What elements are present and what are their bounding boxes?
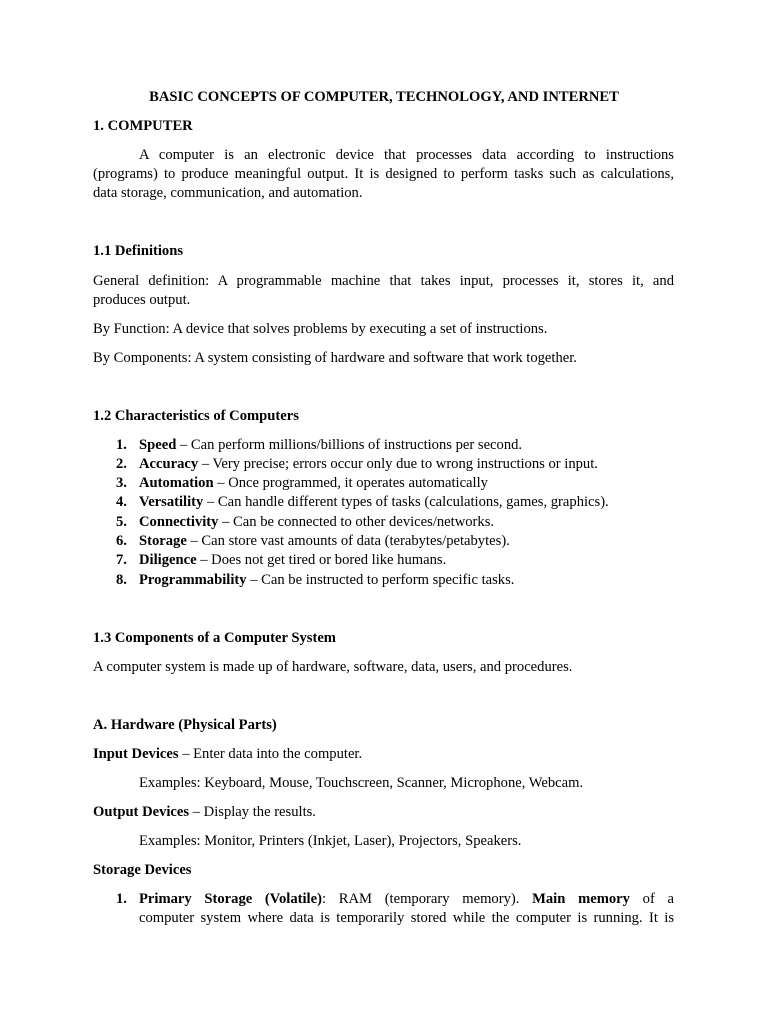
intro-paragraph-line: (programs) to produce meaningful output. It is designed to perform tasks such as calculations, xyxy=(93,166,674,182)
storage-item-text-2: of a xyxy=(629,891,675,907)
list-item-term: Speed xyxy=(139,437,177,453)
list-item-desc: – Does not get tired or bored like humans. xyxy=(196,552,447,568)
list-item-term: Diligence xyxy=(139,552,197,568)
subsection-heading-definitions: 1.1 Definitions xyxy=(93,243,183,259)
output-devices-desc: – Display the results. xyxy=(189,804,316,820)
intro-paragraph-line: data storage, communication, and automation. xyxy=(93,185,363,201)
storage-item-term: Primary Storage (Volatile) xyxy=(139,891,322,907)
list-item-term: Storage xyxy=(139,533,187,549)
definition-general-line: General definition: A programmable machine that takes input, processes it, stores it, and xyxy=(93,273,674,289)
list-item-desc: – Very precise; errors occur only due to wrong instructions or input. xyxy=(198,456,598,472)
list-number: 7. xyxy=(116,552,127,568)
input-devices-line xyxy=(93,745,362,763)
list-item-desc: – Can be connected to other devices/networks. xyxy=(218,514,495,530)
list-item xyxy=(139,493,609,511)
list-item xyxy=(139,474,488,492)
list-item xyxy=(139,436,522,454)
list-number: 8. xyxy=(116,572,127,588)
list-item-desc: – Can perform millions/billions of instructions per second. xyxy=(176,437,523,453)
list-item xyxy=(139,513,494,531)
list-item xyxy=(139,455,598,473)
section-heading-computer: 1. COMPUTER xyxy=(93,118,193,134)
list-item-term: Accuracy xyxy=(139,456,199,472)
subsection-heading-components: 1.3 Components of a Computer System xyxy=(93,630,336,646)
list-item xyxy=(139,532,510,550)
list-item xyxy=(139,571,514,589)
storage-item-text: : RAM (temporary memory). xyxy=(321,891,533,907)
list-item-term: Connectivity xyxy=(139,514,219,530)
storage-item-term-2: Main memory xyxy=(532,891,630,907)
list-item-term: Programmability xyxy=(139,572,247,588)
definition-components: By Components: A system consisting of hardware and software that work together. xyxy=(93,350,577,366)
list-number: 3. xyxy=(116,475,127,491)
storage-heading: Storage Devices xyxy=(93,862,192,878)
storage-item-line xyxy=(139,890,674,908)
list-number: 5. xyxy=(116,514,127,530)
intro-paragraph-line: A computer is an electronic device that processes data according to instructions xyxy=(139,147,674,163)
list-item-desc: – Once programmed, it operates automatically xyxy=(213,475,488,491)
list-item-term: Versatility xyxy=(139,494,204,510)
list-item-desc: – Can store vast amounts of data (terabytes/petabytes). xyxy=(186,533,510,549)
output-devices-line xyxy=(93,803,316,821)
subsection-heading-characteristics: 1.2 Characteristics of Computers xyxy=(93,408,299,424)
list-number: 4. xyxy=(116,494,127,510)
list-number: 6. xyxy=(116,533,127,549)
components-paragraph: A computer system is made up of hardware, software, data, users, and procedures. xyxy=(93,659,573,675)
definition-function: By Function: A device that solves problems by executing a set of instructions. xyxy=(93,321,548,337)
list-number: 1. xyxy=(116,437,127,453)
document-title: BASIC CONCEPTS OF COMPUTER, TECHNOLOGY, AND INTERNET xyxy=(149,89,619,105)
list-number: 1. xyxy=(116,891,127,907)
list-number: 2. xyxy=(116,456,127,472)
hardware-heading: A. Hardware (Physical Parts) xyxy=(93,717,277,733)
list-item-desc: – Can handle different types of tasks (calculations, games, graphics). xyxy=(203,494,609,510)
definition-general-line: produces output. xyxy=(93,292,191,308)
input-devices-term: Input Devices xyxy=(93,746,179,762)
input-examples: Examples: Keyboard, Mouse, Touchscreen, Scanner, Microphone, Webcam. xyxy=(139,775,584,791)
output-devices-term: Output Devices xyxy=(93,804,190,820)
storage-item-line: computer system where data is temporarily stored while the computer is running. It is xyxy=(139,910,674,926)
output-examples: Examples: Monitor, Printers (Inkjet, Laser), Projectors, Speakers. xyxy=(139,833,522,849)
list-item xyxy=(139,551,446,569)
list-item-desc: – Can be instructed to perform specific tasks. xyxy=(246,572,515,588)
list-item-term: Automation xyxy=(139,475,214,491)
input-devices-desc: – Enter data into the computer. xyxy=(178,746,363,762)
